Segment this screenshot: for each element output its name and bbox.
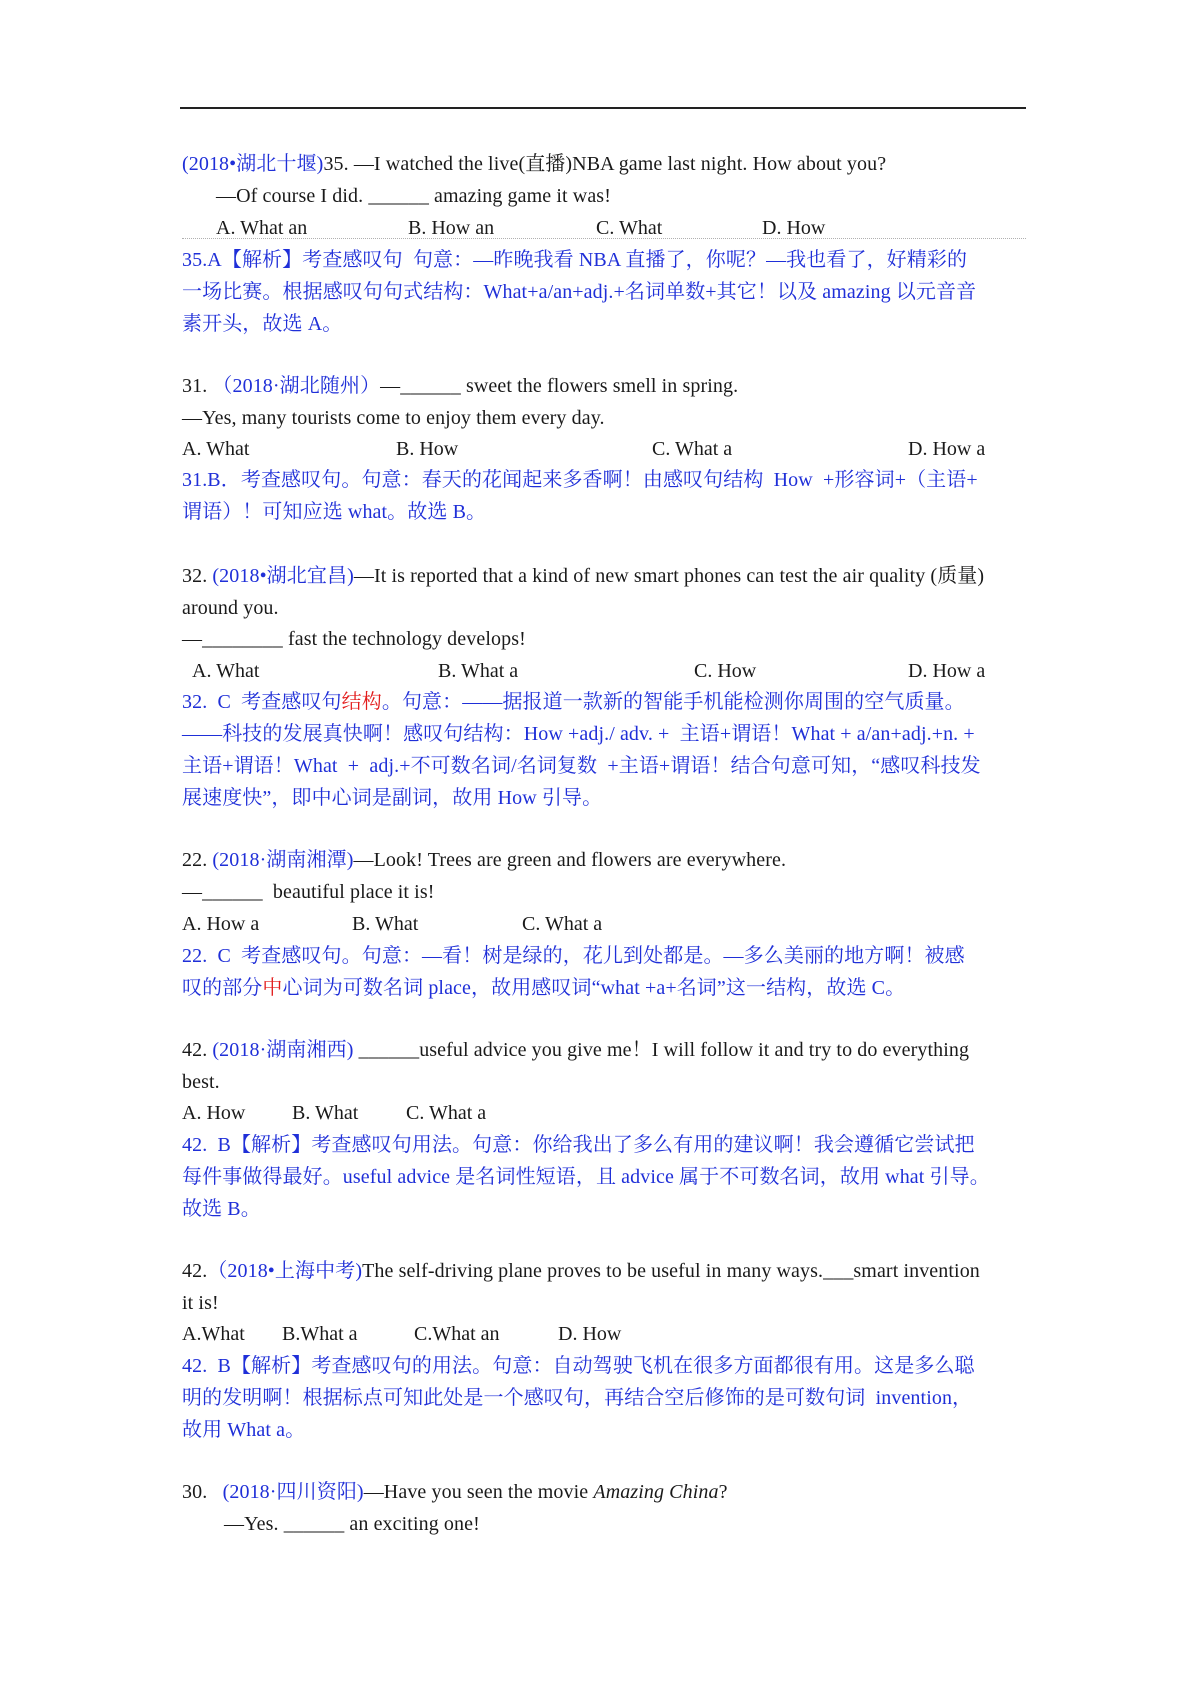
answer-line: 一场比赛。根据感叹句句式结构：What+a/an+adj.+名词单数+其它！以及 amazing 以元音音 [182,281,977,303]
answer-line: 35.A【解析】考查感叹句 句意：—昨晚我看 NBA 直播了，你呢？—我也看了，好精彩的 [182,249,968,271]
question-31-line2: —Yes, many tourists come to enjoy them every day. [182,407,605,429]
answer-text: 32. C 考查感叹句 [182,691,342,713]
option-c: C. What [596,217,663,239]
answer-line: 42. B【解析】考查感叹句的用法。句意：自动驾驶飞机在很多方面都很有用。这是多么聪 [182,1355,975,1377]
question-text: 35. —I watched the live(直播)NBA game last night. How about you? [323,153,887,175]
question-source: (2018•湖北宜昌) [212,565,354,587]
question-22-line1 [182,848,786,872]
option-c: C. What a [522,913,603,935]
answer-line [182,976,905,1000]
answer-line: 展速度快”，即中心词是副词，故用 How 引导。 [182,787,603,809]
option-a: A. What [192,660,260,682]
question-text: —It is reported that a kind of new smart phones can test the air quality (质量) [353,565,985,587]
question-42b-line2: it is! [182,1292,219,1314]
question-number: 22. [182,849,213,871]
highlight-text: 中 [262,977,283,999]
option-c: C. What a [406,1102,487,1124]
answer-line: 故选 B。 [182,1198,261,1220]
question-31-line1 [182,374,738,398]
option-b: B. What a [438,660,519,682]
option-b: B. What [292,1102,359,1124]
question-source: (2018•湖北十堰) [182,153,324,175]
answer-line: 22. C 考查感叹句。句意：—看！树是绿的，花儿到处都是。—多么美丽的地方啊！被感 [182,945,965,967]
dotted-separator [182,238,1026,239]
option-a: A. What [182,438,250,460]
option-d: D. How a [908,660,986,682]
question-number: 31. [182,375,213,397]
question-22-line2: —______ beautiful place it is! [182,881,435,903]
question-source: (2018·湖南湘西) [212,1039,354,1061]
answer-line: 42. B【解析】考查感叹句用法。句意：你给我出了多么有用的建议啊！我会遵循它尝试把 [182,1134,975,1156]
option-d: D. How [762,217,826,239]
question-32-line2: around you. [182,597,279,619]
option-d: D. How [558,1323,622,1345]
question-30-line2: —Yes. ______ an exciting one! [224,1513,480,1535]
option-a: A. How a [182,913,260,935]
question-30-line1 [182,1480,728,1504]
option-b: B. How [396,438,459,460]
option-d: D. How a [908,438,986,460]
answer-text: 。句意：——据报道一款新的智能手机能检测你周围的空气质量。 [381,691,965,713]
option-c: C. How [694,660,757,682]
option-a: A. What an [216,217,308,239]
question-source: (2018·四川资阳) [222,1481,364,1503]
question-text: ? [718,1481,728,1503]
header-rule [180,107,1026,109]
option-a: A.What [182,1323,245,1345]
question-text: —Have you seen the movie [363,1481,594,1503]
option-b: B.What a [282,1323,358,1345]
answer-line: 故用 What a。 [182,1419,306,1441]
question-text: —Look! Trees are green and flowers are everywhere. [353,849,787,871]
option-c: C.What an [414,1323,500,1345]
question-source: （2018•上海中考) [207,1260,363,1282]
question-number: 42. [182,1039,213,1061]
option-b: B. How an [408,217,495,239]
question-42-line1 [182,1038,969,1062]
highlight-text: 结构 [341,691,382,713]
question-35-line1 [182,152,886,176]
answer-text: 心词为可数名词 place，故用感叹词“what +a+名词”这一结构，故选 C。 [282,977,906,999]
answer-line: 31.B．考查感叹句。句意：春天的花闻起来多香啊！由感叹句结构 How +形容词+（主语+ [182,469,978,491]
question-42-line2: best. [182,1071,220,1093]
question-32-line1 [182,564,984,588]
question-35-line2: —Of course I did. ______ amazing game it was! [216,185,611,207]
option-b: B. What [352,913,419,935]
question-source: （2018·湖北随州） [212,375,381,397]
answer-line: 明的发明啊！根据标点可知此处是一个感叹句，再结合空后修饰的是可数句词 invention， [182,1387,973,1409]
option-a: A. How [182,1102,246,1124]
question-32-line3: —________ fast the technology develops! [182,628,526,650]
question-text: —______ sweet the flowers smell in spring. [380,375,739,397]
question-number: 32. [182,565,213,587]
question-source: (2018·湖南湘潭) [212,849,354,871]
answer-line: ——科技的发展真快啊！感叹句结构：How +adj./ adv. + 主语+谓语！What + a/an+adj.+n. + [182,723,975,745]
question-number: 42. [182,1260,208,1282]
answer-line: 谓语）！可知应选 what。故选 B。 [182,501,487,523]
question-42b-line1 [182,1259,980,1283]
option-c: C. What a [652,438,733,460]
answer-line: 每件事做得最好。useful advice 是名词性短语，且 advice 属于不可数名词，故用 what 引导。 [182,1166,990,1188]
question-text: The self-driving plane proves to be useful in many ways.___smart invention [362,1260,980,1282]
answer-line [182,690,965,714]
answer-line: 素开头，故选 A。 [182,313,343,335]
movie-title: Amazing China [593,1481,719,1503]
answer-text: 叹的部分 [182,977,263,999]
question-number: 30. [182,1481,223,1503]
question-text: ______useful advice you give me！I will follow it and try to do everything [353,1039,970,1061]
answer-line: 主语+谓语！What + adj.+不可数名词/名词复数 +主语+谓语！结合句意可知，“感叹科技发 [182,755,981,777]
